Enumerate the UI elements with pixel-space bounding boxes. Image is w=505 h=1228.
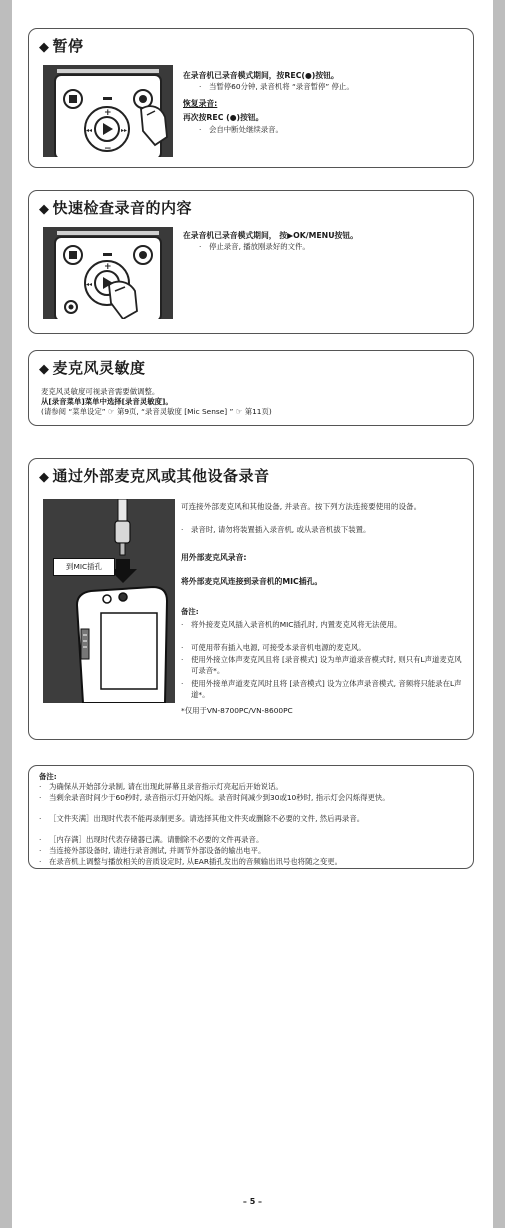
mic-sensitivity-title: ◆ 麦克风灵敏度 <box>39 359 146 377</box>
mic-sensitivity-section <box>28 350 474 426</box>
general-note-1: · 为确保从开始部分录制, 请在出现此屏幕且录音指示灯亮起后开始说话。 <box>39 782 283 791</box>
mic-line3: (请参阅 “菜单设定” ☞ 第9页, “录音灵敏度 [Mic Sense] ” ☞ 第11页) <box>41 407 272 416</box>
external-sub-instruction: 将外部麦克风连接到录音机的MIC插孔。 <box>181 577 323 586</box>
page-number: – 5 – <box>242 1197 263 1206</box>
external-mic-title: ◆ 通过外部麦克风或其他设备录音 <box>39 467 270 485</box>
external-notes-title: 备注: <box>181 607 199 616</box>
left-page-band <box>0 0 12 1228</box>
external-mic-plug-illustration <box>43 499 175 703</box>
external-footnote: *仅用于VN-8700PC/VN-8600PC <box>181 706 293 715</box>
resume-heading: 恢复录音: <box>183 99 218 108</box>
quickcheck-title: ◆ 快速检查录音的内容 <box>39 199 193 217</box>
external-sub-heading: 用外部麦克风录音: <box>181 553 247 562</box>
general-note-4: · ［内存满］出现时代表存储器已满。请删除不必要的文件再录音。 <box>39 835 264 844</box>
diamond-icon: ◆ <box>39 362 50 377</box>
recorder-ok-button-illustration <box>43 227 173 319</box>
diamond-icon: ◆ <box>39 202 50 217</box>
recorder-rec-button-illustration <box>43 65 173 157</box>
external-note-4: · 使用外接单声道麦克风时且将 [录音模式] 设为立体声录音模式, 音频将只能录在L声道*。 <box>181 679 462 699</box>
quickcheck-section <box>28 190 474 334</box>
pause-step2-note: · 会自中断处继续录音。 <box>199 125 283 134</box>
external-bullet0: · 录音时, 请勿将装置插入录音机, 或从录音机拔下装置。 <box>181 525 371 534</box>
pause-title: ◆ 暂停 <box>39 37 84 55</box>
pause-step1-note: · 当暂停60分钟, 录音机将 “录音暂停” 停止。 <box>199 82 354 91</box>
mic-line1: 麦克风灵敏度可视录音需要做调整。 <box>41 387 160 396</box>
svg-text:◂◂: ◂◂ <box>86 281 93 288</box>
external-mic-section <box>28 458 474 740</box>
external-intro: 可连接外部麦克风和其他设备, 并录音。按下列方法连接要使用的设备。 <box>181 502 422 511</box>
svg-text:▸▸: ▸▸ <box>121 127 128 134</box>
general-note-5: · 当连接外部设备时, 请进行录音测试, 并调节外部设备的输出电平。 <box>39 846 266 855</box>
mic-line2: 从[录音菜单]菜单中选择[录音灵敏度]。 <box>41 397 173 406</box>
external-note-3: · 使用外接立体声麦克风且将 [录音模式] 设为单声道录音模式时, 则只有L声道麦克风可录音*。 <box>181 655 462 675</box>
external-note-2: · 可使用带有插入电源, 可接受本录音机电源的麦克风。 <box>181 643 366 652</box>
svg-text:+: + <box>104 108 112 118</box>
pause-step2: 再次按REC (●)按钮。 <box>183 113 264 122</box>
general-note-6: · 在录音机上调整与播放相关的音质设定时, 从EAR插孔发出的音频输出讯号也将随之变更。 <box>39 857 343 866</box>
mic-jack-label: 到MIC插孔 <box>53 558 115 576</box>
general-note-2: · 当剩余录音时间少于60秒时, 录音指示灯开始闪烁。录音时间减少到30或10秒时, 指示灯会闪烁得更快。 <box>39 793 390 802</box>
svg-text:+: + <box>104 262 112 272</box>
right-page-band <box>493 0 505 1228</box>
svg-text:◂◂: ◂◂ <box>86 127 93 134</box>
external-note-1: · 将外接麦克风插入录音机的MIC插孔时, 内置麦克风将无法使用。 <box>181 620 402 629</box>
general-note-3: · ［文件夹满］出现时代表不能再录制更多。请选择其他文件夹或删除不必要的文件, 然后再录音。 <box>39 814 365 823</box>
svg-text:−: − <box>104 144 112 154</box>
pause-step1: 在录音机已录音模式期间，按REC(●)按钮。 <box>183 71 339 80</box>
general-notes-section <box>28 765 474 869</box>
quickcheck-step1-note: · 停止录音, 播放刚录好的文件。 <box>199 242 310 251</box>
quickcheck-step1: 在录音机已录音模式期间， 按▶OK/MENU按钮。 <box>183 231 358 240</box>
diamond-icon: ◆ <box>39 470 50 485</box>
diamond-icon: ◆ <box>39 40 50 55</box>
general-notes-title: 备注: <box>39 772 57 781</box>
pause-section <box>28 28 474 168</box>
